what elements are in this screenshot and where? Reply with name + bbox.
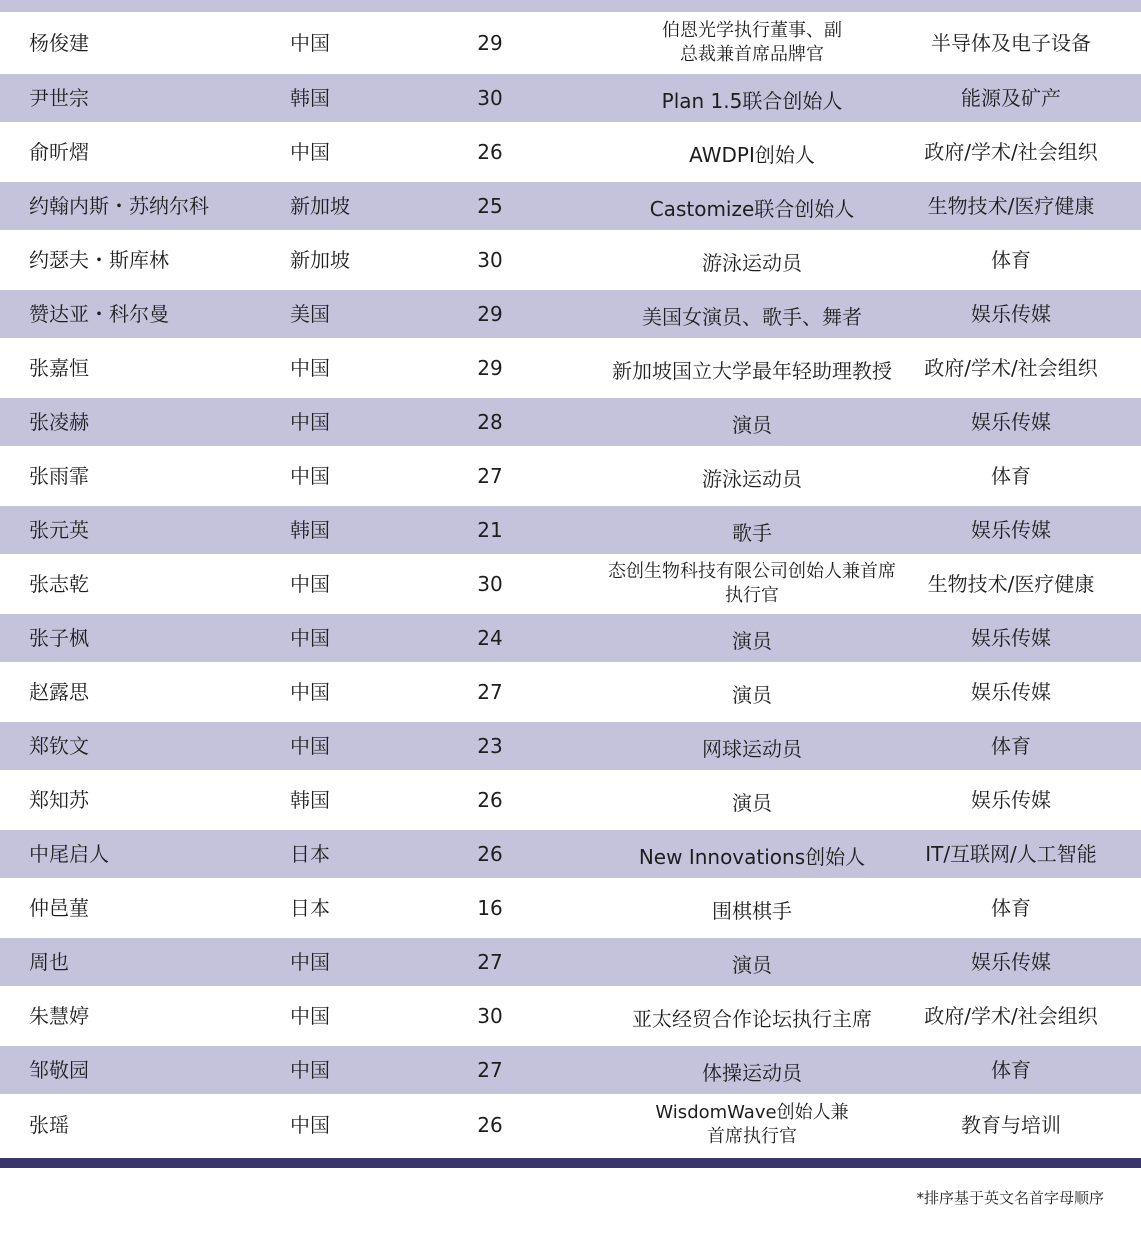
industry-cell: 半导体及电子设备 (931, 31, 1091, 55)
country-cell: 中国 (290, 464, 330, 488)
name-cell: 张子枫 (29, 626, 89, 650)
name-cell: 周也 (29, 950, 69, 974)
age-cell: 30 (477, 572, 503, 596)
table-row (0, 506, 1141, 554)
name-cell: 仲邑菫 (29, 896, 89, 920)
name-cell: 张元英 (29, 518, 89, 542)
age-cell: 26 (477, 842, 503, 866)
industry-cell: 娱乐传媒 (971, 518, 1051, 542)
top-band (0, 0, 1141, 12)
industry-cell: 娱乐传媒 (971, 410, 1051, 434)
table-row (0, 398, 1141, 446)
age-cell: 29 (477, 356, 503, 380)
age-cell: 26 (477, 788, 503, 812)
title-text: 伯恩光学执行董事、副总裁兼首席品牌官 (662, 20, 842, 65)
industry-cell: 体育 (991, 248, 1031, 272)
country-cell: 韩国 (290, 86, 330, 110)
table-row (0, 338, 1141, 398)
country-cell: 中国 (290, 950, 330, 974)
table-row (0, 830, 1141, 878)
title-cell (597, 12, 907, 74)
country-cell: 中国 (290, 1058, 330, 1082)
industry-cell: 政府/学术/社会组织 (924, 140, 1098, 164)
name-cell: 张瑶 (29, 1113, 69, 1137)
age-cell: 21 (477, 518, 503, 542)
country-cell: 中国 (290, 626, 330, 650)
title-text: 态创生物科技有限公司创始人兼首席执行官 (608, 561, 896, 606)
industry-cell: 娱乐传媒 (971, 788, 1051, 812)
table-row (0, 722, 1141, 770)
table-row (0, 662, 1141, 722)
country-cell: 韩国 (290, 788, 330, 812)
age-cell: 23 (477, 734, 503, 758)
title-cell: 游泳运动员 (702, 467, 802, 491)
bottom-rule (0, 1158, 1141, 1168)
name-cell: 中尾启人 (29, 842, 109, 866)
title-cell: Castomize联合创始人 (649, 197, 855, 221)
country-cell: 中国 (290, 410, 330, 434)
age-cell: 27 (477, 1058, 503, 1082)
title-cell (597, 1094, 907, 1156)
age-cell: 29 (477, 302, 503, 326)
industry-cell: 娱乐传媒 (971, 626, 1051, 650)
title-cell: 游泳运动员 (702, 251, 802, 275)
table-row (0, 74, 1141, 122)
name-cell: 张志乾 (29, 572, 89, 596)
title-cell: 演员 (732, 413, 772, 437)
table-row (0, 770, 1141, 830)
table-row (0, 122, 1141, 182)
table-row (0, 446, 1141, 506)
title-cell: 演员 (732, 791, 772, 815)
age-cell: 30 (477, 86, 503, 110)
industry-cell: 教育与培训 (961, 1113, 1061, 1137)
table-row (0, 1094, 1141, 1156)
table-row (0, 938, 1141, 986)
name-cell: 张凌赫 (29, 410, 89, 434)
age-cell: 24 (477, 626, 503, 650)
name-cell: 赞达亚・科尔曼 (29, 302, 169, 326)
industry-cell: 体育 (991, 734, 1031, 758)
industry-cell: 娱乐传媒 (971, 680, 1051, 704)
country-cell: 美国 (290, 302, 330, 326)
table-row (0, 230, 1141, 290)
country-cell: 中国 (290, 140, 330, 164)
industry-cell: 政府/学术/社会组织 (924, 1004, 1098, 1028)
age-cell: 27 (477, 950, 503, 974)
name-cell: 约翰内斯・苏纳尔科 (29, 194, 209, 218)
name-cell: 赵露思 (29, 680, 89, 704)
age-cell: 29 (477, 31, 503, 55)
name-cell: 郑知苏 (29, 788, 89, 812)
table-row (0, 1046, 1141, 1094)
age-cell: 28 (477, 410, 503, 434)
name-cell: 杨俊建 (29, 31, 89, 55)
country-cell: 中国 (290, 1004, 330, 1028)
table-row (0, 12, 1141, 74)
title-cell: 演员 (732, 683, 772, 707)
title-cell: 演员 (732, 953, 772, 977)
country-cell: 中国 (290, 1113, 330, 1137)
industry-cell: 娱乐传媒 (971, 950, 1051, 974)
title-cell: New Innovations创始人 (638, 845, 866, 869)
age-cell: 27 (477, 464, 503, 488)
sort-footnote: *排序基于英文名首字母顺序 (916, 1189, 1104, 1207)
industry-cell: 生物技术/医疗健康 (927, 572, 1095, 596)
table-row (0, 986, 1141, 1046)
age-cell: 30 (477, 1004, 503, 1028)
people-table (0, 12, 1141, 1156)
age-cell: 16 (477, 896, 503, 920)
table-row (0, 554, 1141, 614)
name-cell: 邹敬园 (29, 1058, 89, 1082)
title-cell: 体操运动员 (702, 1061, 802, 1085)
title-cell: 亚太经贸合作论坛执行主席 (632, 1007, 872, 1031)
age-cell: 27 (477, 680, 503, 704)
industry-cell: 政府/学术/社会组织 (924, 356, 1098, 380)
industry-cell: 娱乐传媒 (971, 302, 1051, 326)
name-cell: 尹世宗 (29, 86, 89, 110)
country-cell: 中国 (290, 680, 330, 704)
title-cell (597, 554, 907, 614)
table-row (0, 878, 1141, 938)
industry-cell: 体育 (991, 896, 1031, 920)
title-cell: 歌手 (732, 521, 772, 545)
country-cell: 日本 (290, 896, 330, 920)
industry-cell: 生物技术/医疗健康 (927, 194, 1095, 218)
title-cell: AWDPI创始人 (689, 143, 815, 167)
name-cell: 俞昕熠 (29, 140, 89, 164)
country-cell: 日本 (290, 842, 330, 866)
country-cell: 新加坡 (290, 194, 350, 218)
name-cell: 张嘉恒 (29, 356, 89, 380)
industry-cell: IT/互联网/人工智能 (925, 842, 1097, 866)
country-cell: 中国 (290, 31, 330, 55)
age-cell: 25 (477, 194, 503, 218)
title-cell: 美国女演员、歌手、舞者 (642, 305, 862, 329)
title-cell: Plan 1.5联合创始人 (661, 89, 843, 113)
industry-cell: 体育 (991, 1058, 1031, 1082)
table-row (0, 182, 1141, 230)
country-cell: 中国 (290, 572, 330, 596)
age-cell: 26 (477, 140, 503, 164)
table-row (0, 614, 1141, 662)
table-row (0, 290, 1141, 338)
name-cell: 朱慧婷 (29, 1004, 89, 1028)
title-cell: 网球运动员 (702, 737, 802, 761)
country-cell: 新加坡 (290, 248, 350, 272)
age-cell: 26 (477, 1113, 503, 1137)
industry-cell: 能源及矿产 (961, 86, 1061, 110)
title-cell: 围棋棋手 (712, 899, 792, 923)
age-cell: 30 (477, 248, 503, 272)
name-cell: 郑钦文 (29, 734, 89, 758)
title-text: WisdomWave创始人兼首席执行官 (655, 1102, 849, 1147)
industry-cell: 体育 (991, 464, 1031, 488)
country-cell: 中国 (290, 734, 330, 758)
name-cell: 约瑟夫・斯库林 (29, 248, 169, 272)
title-cell: 演员 (732, 629, 772, 653)
country-cell: 韩国 (290, 518, 330, 542)
country-cell: 中国 (290, 356, 330, 380)
title-cell: 新加坡国立大学最年轻助理教授 (612, 359, 892, 383)
name-cell: 张雨霏 (29, 464, 89, 488)
